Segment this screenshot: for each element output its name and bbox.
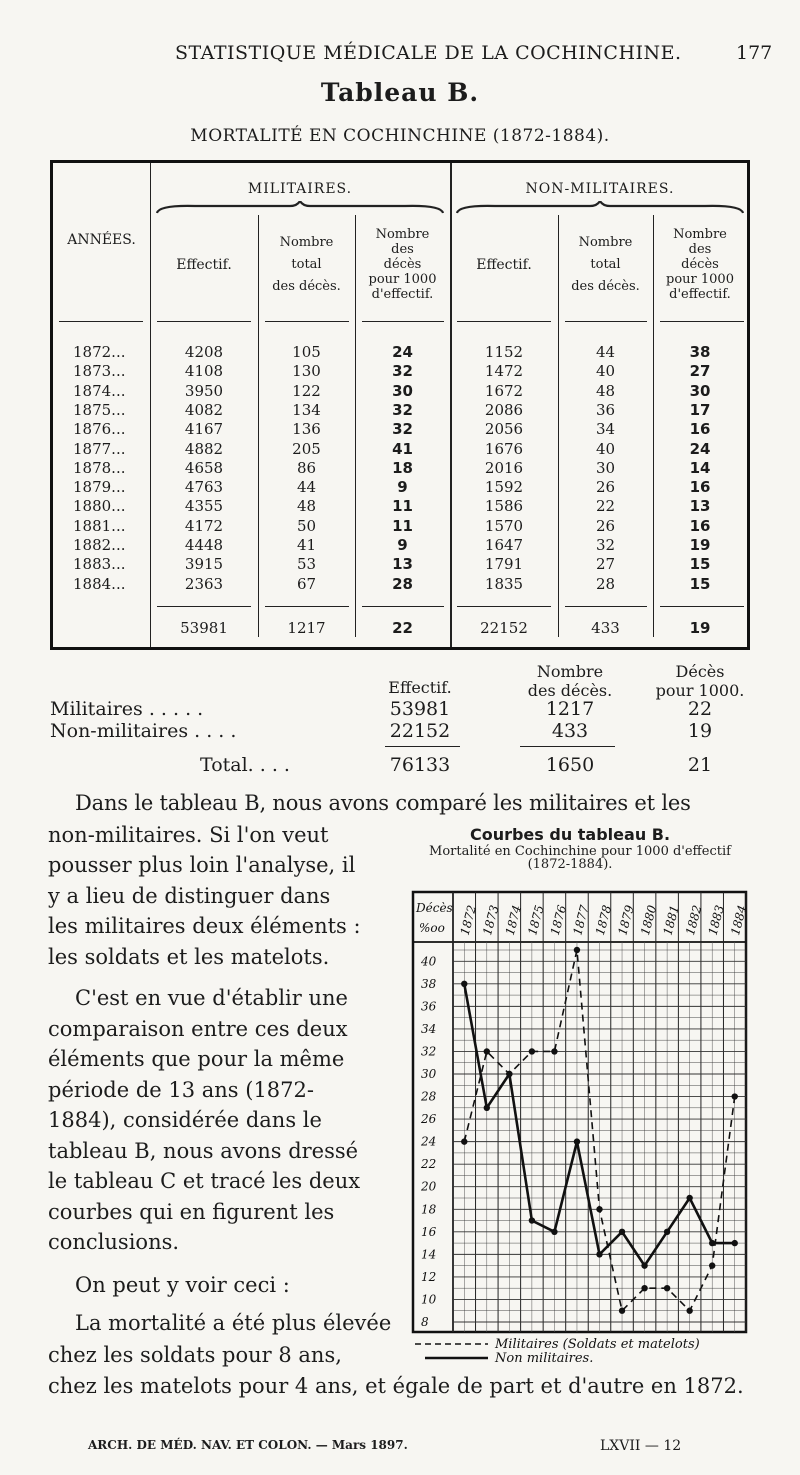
col-rate-line: Nombre [375, 227, 430, 242]
cell-n-tot: 32 [595, 536, 616, 554]
cell-year: 1879... [73, 478, 126, 497]
sum-h-line: des décès. [527, 681, 613, 700]
divider [385, 746, 460, 747]
footer-left: ARCH. DE MÉD. NAV. ET COLON. — Mars 1897. [88, 1438, 408, 1452]
total-m-eff: 53981 [180, 619, 228, 637]
cell-n-eff: 1835 [484, 574, 524, 593]
data-point [664, 1229, 670, 1235]
sum-total-eff: 76133 [389, 754, 451, 776]
chart-year-label: 1874 [502, 903, 525, 937]
sum-nb: 433 [551, 720, 589, 742]
sum-nb: 1217 [545, 698, 595, 720]
chart-corner-label: %oo [419, 921, 445, 935]
chart-year-label: 1880 [637, 903, 660, 937]
chart-year-label: 1879 [615, 903, 637, 937]
data-point [596, 1251, 602, 1257]
text-line: comparaison entre ces deux [48, 1017, 348, 1041]
cell-m-eff: 4082 [184, 400, 224, 419]
cell-n-rate: 15 [689, 574, 711, 593]
sum-h-line: pour 1000. [655, 681, 745, 700]
legend-non-militaires: Non militaires. [495, 1351, 594, 1366]
cell-m-eff: 2363 [184, 574, 224, 593]
chart-y-tick: 16 [421, 1224, 437, 1239]
sum-rate: 19 [687, 720, 713, 742]
col-total-line: des décès. [272, 279, 341, 294]
data-point [574, 947, 580, 953]
cell-m-rate: 28 [392, 574, 413, 593]
chart-y-tick: 30 [421, 1067, 437, 1081]
sum-eff: 22152 [389, 720, 451, 742]
cell-n-eff: 2016 [484, 458, 524, 477]
sum-label: Non-militaires . . . . [50, 720, 237, 742]
cell-m-tot: 134 [292, 400, 321, 419]
cell-n-rate: 14 [689, 458, 711, 477]
data-point [484, 1048, 490, 1054]
cell-year: 1876... [73, 420, 126, 439]
cell-m-tot: 136 [292, 420, 321, 439]
chart-title: Courbes du tableau B. [469, 825, 671, 844]
data-point [619, 1229, 625, 1235]
table-subtitle: MORTALITÉ EN COCHINCHINE (1872-1884). [190, 126, 610, 146]
cell-n-eff: 2086 [484, 400, 524, 419]
col-rate-line: des [688, 242, 712, 257]
sum-rate: 22 [687, 698, 713, 720]
text-line: 1884), considérée dans le [48, 1108, 322, 1132]
text-line: C'est en vue d'établir une [75, 986, 348, 1010]
cell-n-rate: 17 [689, 400, 711, 419]
divider [660, 321, 744, 322]
cell-n-tot: 44 [595, 343, 616, 361]
chart-heading [400, 825, 760, 870]
chart-y-tick: 8 [421, 1315, 429, 1329]
cell-m-rate: 11 [392, 497, 413, 516]
cell-m-rate: 18 [392, 458, 413, 477]
chart-year-label: 1875 [525, 903, 547, 937]
cell-m-rate: 32 [392, 362, 413, 381]
data-point [574, 1138, 580, 1144]
cell-n-rate: 13 [689, 497, 711, 516]
cell-m-tot: 50 [296, 516, 317, 535]
divider [362, 321, 444, 322]
chart-corner-label: Décès [416, 901, 453, 915]
chart-year-label: 1878 [592, 903, 615, 937]
data-point [686, 1308, 692, 1314]
sum-total-rate: 21 [687, 754, 713, 776]
data-point [461, 981, 467, 987]
divider [265, 321, 349, 322]
cell-n-rate: 16 [689, 516, 711, 535]
cell-m-eff: 4172 [184, 516, 224, 535]
mortality-chart [408, 890, 753, 1370]
cell-m-rate: 9 [397, 478, 408, 497]
cell-n-tot: 30 [595, 458, 616, 477]
cell-year: 1872... [73, 343, 126, 361]
cell-year: 1884... [73, 574, 126, 593]
col-rate-line: pour 1000 [666, 272, 734, 287]
text-line: non-militaires. Si l'on veut [48, 823, 329, 847]
data-point [732, 1093, 738, 1099]
cell-m-eff: 4167 [184, 420, 224, 439]
mortality-table [50, 160, 750, 650]
cell-m-tot: 122 [292, 381, 321, 400]
chart-frame [413, 892, 746, 1332]
text-line: On peut y voir ceci : [75, 1273, 290, 1297]
cell-n-tot: 27 [595, 555, 616, 574]
col-total-m [258, 235, 355, 294]
col-effectif-m: Effectif. [176, 257, 232, 273]
chart-y-tick: 22 [421, 1157, 437, 1172]
divider [157, 606, 251, 607]
chart-year-label: 1876 [547, 903, 570, 937]
cell-n-tot: 40 [595, 362, 616, 381]
col-rate-line: pour 1000 [368, 272, 437, 287]
cell-n-tot: 40 [595, 439, 616, 458]
cell-n-rate: 19 [689, 536, 711, 554]
cell-n-rate: 16 [689, 420, 711, 439]
chart-y-tick: 24 [421, 1134, 437, 1149]
data-point [506, 1071, 512, 1077]
data-point [596, 1206, 602, 1212]
cell-n-tot: 48 [595, 381, 616, 400]
data-point [709, 1262, 715, 1268]
chart-y-tick: 12 [421, 1269, 437, 1284]
cell-m-rate: 13 [392, 555, 413, 574]
chart-subtitle: (1872-1884). [527, 857, 613, 872]
chart-year-label: 1882 [683, 903, 705, 937]
chart-year-label: 1877 [570, 903, 592, 937]
data-point [551, 1048, 557, 1054]
text-line: chez les matelots pour 4 ans, et égale de part et d'autre en 1872. [48, 1374, 744, 1398]
text-line: chez les soldats pour 8 ans, [48, 1343, 342, 1367]
text-line: La mortalité a été plus élevée [75, 1311, 392, 1335]
divider [565, 321, 647, 322]
chart-y-tick: 32 [421, 1044, 437, 1059]
cell-year: 1881... [73, 516, 126, 535]
sum-total-label: Total. . . . [200, 754, 290, 776]
cell-n-tot: 34 [595, 420, 616, 439]
cell-n-eff: 1586 [484, 497, 524, 516]
cell-n-eff: 1672 [484, 381, 524, 400]
cell-n-rate: 16 [689, 478, 711, 497]
sum-h-deces [645, 662, 755, 700]
group-militaires: MILITAIRES. [247, 181, 353, 197]
running-title: STATISTIQUE MÉDICALE DE LA COCHINCHINE. [175, 42, 682, 64]
cell-n-tot: 36 [595, 400, 616, 419]
sum-label: Militaires . . . . . [50, 698, 204, 720]
chart-year-label: 1881 [660, 903, 682, 937]
chart-y-tick: 34 [421, 1021, 437, 1036]
chart-year-label: 1883 [705, 903, 727, 937]
cell-n-eff: 1791 [484, 555, 524, 574]
cell-n-tot: 28 [595, 574, 616, 593]
col-total-line: Nombre [578, 235, 633, 250]
cell-n-eff: 1152 [484, 343, 524, 361]
text-line: y a lieu de distinguer dans [48, 884, 331, 908]
divider [59, 321, 143, 322]
text-line: période de 13 ans (1872- [48, 1078, 314, 1102]
text-line: courbes qui en figurent les [48, 1200, 335, 1224]
total-n-eff: 22152 [480, 619, 528, 637]
table-title: Tableau B. [320, 78, 480, 107]
text-line: conclusions. [48, 1230, 180, 1254]
data-point [619, 1308, 625, 1314]
text-line: le tableau C et tracé les deux [48, 1169, 361, 1193]
col-total-line: des décès. [571, 279, 640, 294]
cell-m-tot: 105 [292, 343, 321, 361]
divider [520, 746, 615, 747]
group-non-militaires: NON-MILITAIRES. [525, 181, 675, 197]
cell-m-rate: 11 [392, 516, 413, 535]
data-point [484, 1105, 490, 1111]
cell-n-rate: 38 [689, 343, 711, 361]
cell-n-eff: 1570 [484, 516, 524, 535]
cell-n-tot: 26 [595, 478, 616, 497]
cell-m-eff: 4448 [184, 536, 224, 554]
data-point [641, 1285, 647, 1291]
cell-m-eff: 4658 [184, 458, 224, 477]
cell-n-rate: 15 [689, 555, 711, 574]
chart-y-tick: 20 [421, 1179, 437, 1194]
data-point [664, 1285, 670, 1291]
sum-h-line: Décès [675, 662, 725, 681]
cell-year: 1874... [73, 381, 126, 400]
cell-m-tot: 41 [296, 536, 317, 554]
chart-year-label: 1873 [480, 903, 502, 937]
intro-line: Dans le tableau B, nous avons comparé les militaires et les [75, 791, 691, 815]
cell-m-tot: 48 [296, 497, 317, 516]
cell-m-rate: 9 [397, 536, 408, 554]
text-line: éléments que pour la même [48, 1047, 345, 1071]
chart-y-tick: 14 [421, 1247, 437, 1262]
col-rate-line: d'effectif. [669, 287, 731, 302]
divider [660, 606, 744, 607]
page-number: 177 [736, 42, 773, 64]
cell-year: 1873... [73, 362, 126, 381]
cell-n-tot: 22 [595, 497, 616, 516]
chart-y-tick: 40 [421, 954, 437, 969]
cell-m-eff: 4208 [184, 343, 224, 361]
cell-n-rate: 27 [689, 362, 711, 381]
brace-militaires [155, 201, 445, 215]
cell-m-tot: 86 [296, 458, 317, 477]
cell-m-rate: 30 [392, 381, 413, 400]
brace-non-militaires [455, 201, 745, 215]
data-point [709, 1240, 715, 1246]
legend-militaires: Militaires (Soldats et matelots) [495, 1337, 700, 1352]
chart-y-tick: 10 [421, 1292, 437, 1307]
cell-m-eff: 4108 [184, 362, 224, 381]
cell-n-eff: 1676 [484, 439, 524, 458]
cell-n-rate: 24 [689, 439, 711, 458]
col-rate-line: décès [681, 257, 719, 272]
cell-n-rate: 30 [689, 381, 711, 400]
data-point [529, 1217, 535, 1223]
chart-year-label: 1884 [728, 903, 750, 937]
col-total-n [558, 235, 653, 294]
divider [457, 321, 551, 322]
chart-y-tick: 26 [421, 1112, 437, 1127]
cell-year: 1880... [73, 497, 126, 516]
cell-m-eff: 3950 [184, 381, 224, 400]
cell-n-eff: 1647 [484, 536, 524, 554]
chart-y-tick: 36 [421, 999, 437, 1014]
chart-y-tick: 18 [421, 1202, 437, 1217]
col-rate-line: des [391, 242, 414, 257]
total-m-tot: 1217 [287, 619, 326, 637]
text-line: les soldats et les matelots. [48, 945, 330, 969]
cell-m-tot: 130 [292, 362, 321, 381]
cell-m-tot: 53 [296, 555, 317, 574]
divider [565, 606, 647, 607]
cell-n-eff: 1472 [484, 362, 524, 381]
cell-m-tot: 44 [296, 478, 317, 497]
cell-m-rate: 32 [392, 400, 413, 419]
cell-m-tot: 67 [296, 574, 317, 593]
text-line: les militaires deux éléments : [48, 914, 361, 938]
cell-m-rate: 32 [392, 420, 413, 439]
col-rate-m [355, 227, 450, 302]
col-total-line: total [590, 257, 621, 272]
col-rate-line: décès [383, 257, 422, 272]
cell-m-eff: 3915 [184, 555, 224, 574]
cell-year: 1875... [73, 400, 126, 419]
cell-year: 1882... [73, 536, 126, 554]
page-header [0, 42, 800, 66]
page-footer [0, 1438, 800, 1458]
data-point [686, 1195, 692, 1201]
divider [265, 606, 349, 607]
footer-right: LXVII — 12 [600, 1438, 682, 1454]
divider [362, 606, 444, 607]
data-point [732, 1240, 738, 1246]
cell-n-tot: 26 [595, 516, 616, 535]
cell-n-eff: 2056 [484, 420, 524, 439]
cell-year: 1877... [73, 439, 126, 458]
data-point [551, 1229, 557, 1235]
cell-m-rate: 41 [392, 439, 413, 458]
text-line: pousser plus loin l'analyse, il [48, 853, 356, 877]
sum-eff: 53981 [389, 698, 451, 720]
sum-total-nb: 1650 [545, 754, 595, 776]
total-n-rate: 19 [689, 619, 711, 637]
data-point [641, 1262, 647, 1268]
cell-m-eff: 4763 [184, 478, 224, 497]
cell-n-eff: 1592 [484, 478, 524, 497]
cell-year: 1883... [73, 555, 126, 574]
table-body [53, 343, 747, 593]
sum-h-effectif: Effectif. [388, 678, 452, 697]
cell-m-rate: 24 [392, 343, 413, 361]
cell-year: 1878... [73, 458, 126, 477]
col-annees: ANNÉES. [67, 232, 136, 248]
col-rate-line: Nombre [673, 227, 727, 242]
sum-h-nombre [510, 662, 630, 700]
col-total-line: Nombre [279, 235, 334, 250]
chart-year-label: 1872 [457, 903, 480, 937]
data-point [529, 1048, 535, 1054]
total-m-rate: 22 [392, 619, 413, 637]
chart-y-tick: 28 [421, 1089, 437, 1104]
col-total-line: total [291, 257, 322, 272]
cell-m-eff: 4355 [184, 497, 224, 516]
divider [457, 606, 551, 607]
summary-table [40, 660, 760, 780]
cell-m-tot: 205 [292, 439, 321, 458]
chart-y-tick: 38 [421, 976, 437, 991]
col-rate-line: d'effectif. [371, 287, 434, 302]
chart-subtitle: Mortalité en Cochinchine pour 1000 d'effectif [429, 844, 731, 859]
divider [157, 321, 251, 322]
col-rate-n [653, 227, 747, 302]
total-n-tot: 433 [591, 619, 620, 637]
cell-m-eff: 4882 [184, 439, 224, 458]
col-effectif-n: Effectif. [476, 257, 532, 273]
text-line: tableau B, nous avons dressé [48, 1139, 359, 1163]
data-point [461, 1138, 467, 1144]
sum-h-line: Nombre [536, 662, 604, 681]
